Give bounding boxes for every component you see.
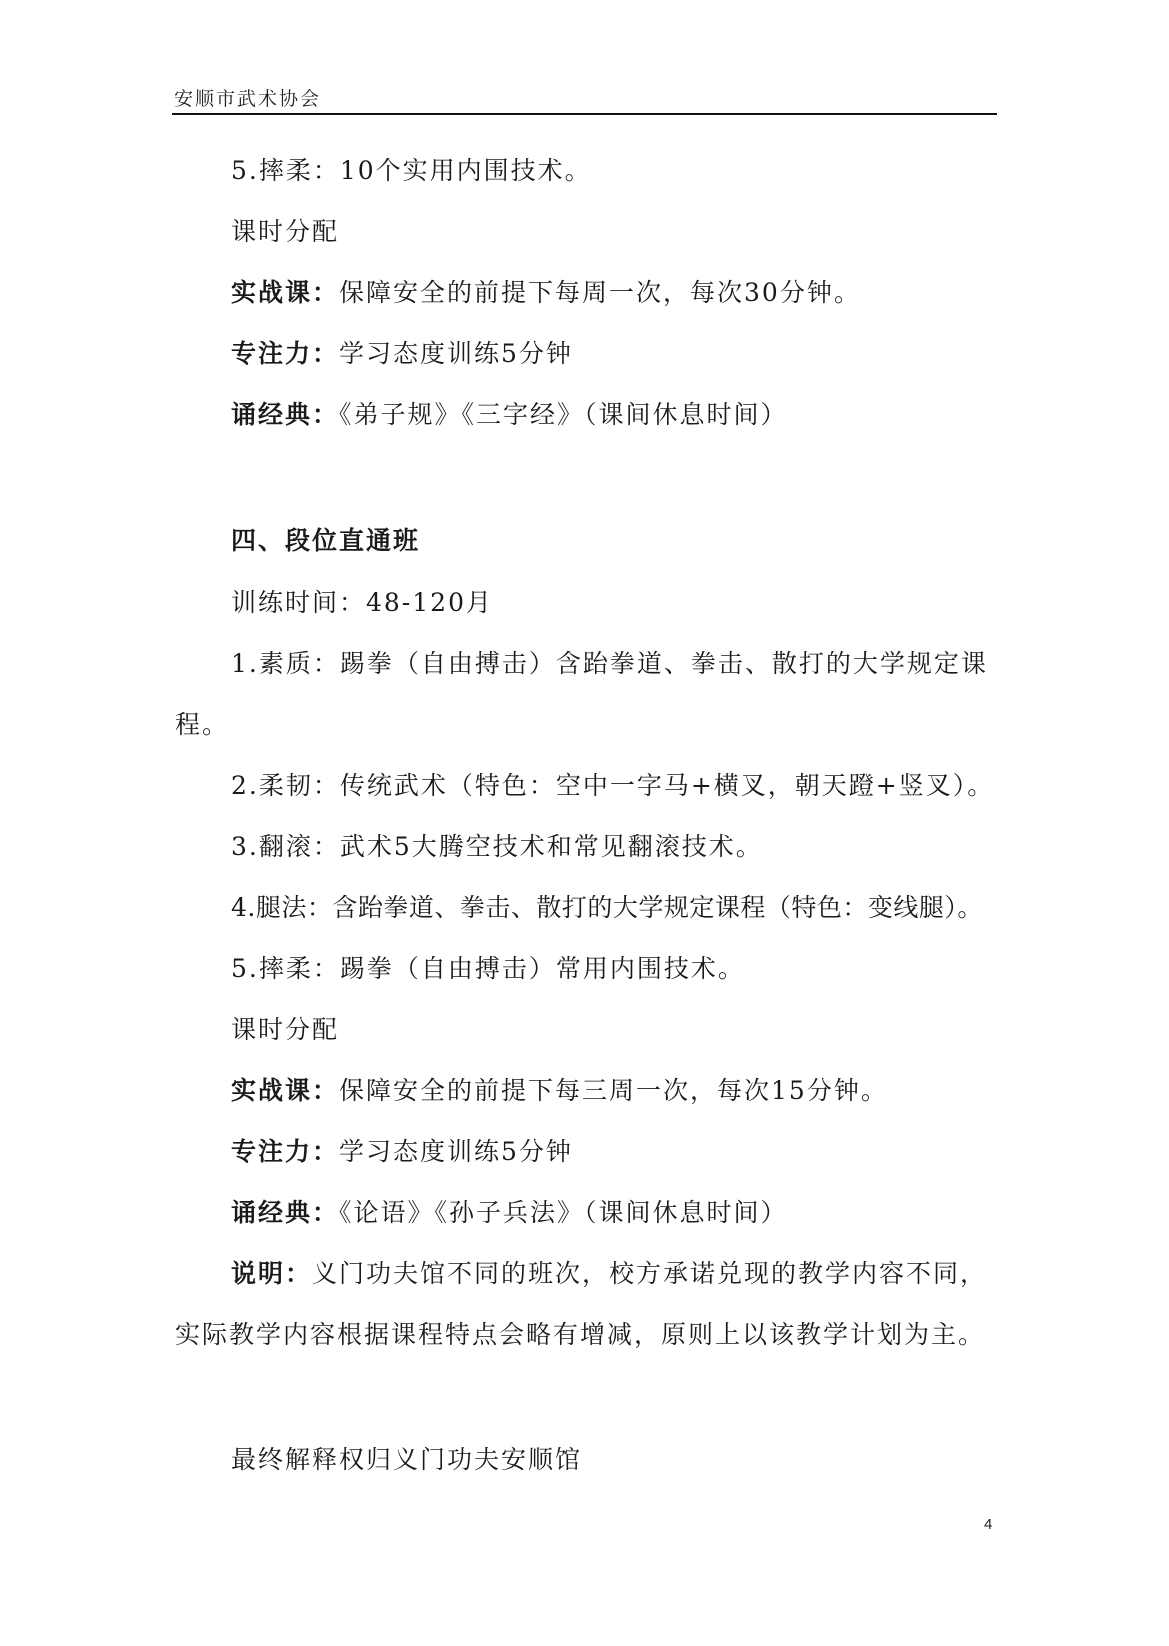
- schedule-item-sparring: [0, 278, 1169, 308]
- line-text: 训练时间：48-120月: [231, 588, 493, 617]
- list-item-flexibility: [0, 771, 1169, 801]
- schedule-item-classics: [0, 400, 1169, 430]
- schedule-item-focus: [0, 339, 1169, 369]
- line-text: 5.摔柔：10个实用内围技术。: [231, 156, 592, 185]
- note-label: 说明：: [231, 1259, 313, 1288]
- line-text: 1.素质：踢拳（自由搏击）含跆拳道、拳击、散打的大学规定课: [231, 649, 988, 678]
- list-item-fitness: [0, 649, 1169, 679]
- item-label: 专注力：: [231, 339, 340, 368]
- line-text: 3.翻滚：武术5大腾空技术和常见翻滚技术。: [231, 832, 763, 861]
- item-text: 学习态度训练5分钟: [339, 1137, 573, 1166]
- note-paragraph-continued: [0, 1320, 1169, 1350]
- item-text: 《弟子规》《三字经》（课间休息时间）: [339, 400, 788, 429]
- line-text: 程。: [175, 710, 230, 739]
- item-text: 保障安全的前提下每周一次，每次30分钟。: [339, 278, 861, 307]
- header-divider: [172, 113, 997, 115]
- line-text: 4.腿法：含跆拳道、拳击、散打的大学规定课程（特色：变线腿）。: [231, 893, 983, 922]
- list-item-tumbling: [0, 832, 1169, 862]
- item-label: 诵经典：: [231, 400, 340, 429]
- line-text: 课时分配: [231, 217, 340, 246]
- page-number: 4: [984, 1516, 993, 1533]
- note-paragraph: [0, 1259, 1169, 1289]
- section-heading: [0, 526, 1169, 556]
- note-text: 义门功夫馆不同的班次，校方承诺兑现的教学内容不同，: [312, 1259, 988, 1288]
- item-label: 实战课：: [231, 1076, 340, 1105]
- item-label: 实战课：: [231, 278, 340, 307]
- item-label: 诵经典：: [231, 1198, 340, 1227]
- schedule-item-sparring: [0, 1076, 1169, 1106]
- item-text: 《论语》《孙子兵法》（课间休息时间）: [339, 1198, 788, 1227]
- line-text: 最终解释权归义门功夫安顺馆: [231, 1445, 583, 1474]
- line-text: 2.柔韧：传统武术（特色：空中一字马+横叉，朝天蹬+竖叉）。: [231, 771, 995, 800]
- item-text: 保障安全的前提下每三周一次，每次15分钟。: [339, 1076, 888, 1105]
- list-item-fitness-continued: [0, 710, 1169, 740]
- final-statement: [0, 1445, 1169, 1475]
- item-label: 专注力：: [231, 1137, 340, 1166]
- schedule-item-classics: [0, 1198, 1169, 1228]
- line-text: 课时分配: [231, 1015, 340, 1044]
- document-header-title: 安顺市武术协会: [174, 88, 322, 110]
- schedule-item-focus: [0, 1137, 1169, 1167]
- section-label-schedule: [0, 217, 1169, 247]
- line-text: 5.摔柔：踢拳（自由搏击）常用内围技术。: [231, 954, 745, 983]
- heading-text: 四、段位直通班: [231, 526, 421, 555]
- list-item-throwing: [0, 156, 1169, 186]
- note-text: 实际教学内容根据课程特点会略有增减，原则上以该教学计划为主。: [175, 1320, 986, 1349]
- list-item-kicks: [0, 893, 1169, 923]
- list-item-throwing: [0, 954, 1169, 984]
- training-duration: [0, 588, 1169, 618]
- section-label-schedule: [0, 1015, 1169, 1045]
- item-text: 学习态度训练5分钟: [339, 339, 573, 368]
